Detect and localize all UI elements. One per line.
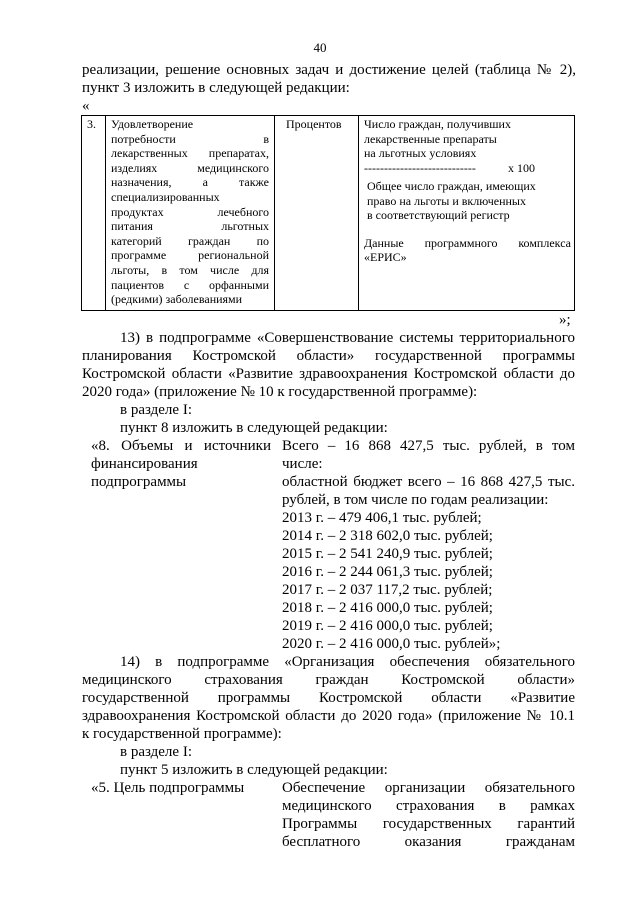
indicator-table [81, 115, 575, 311]
name-line: (редкими) заболеваниями [111, 292, 243, 307]
funding-year-line: 2015 г. – 2 541 240,9 тыс. рублей; [282, 546, 493, 562]
funding-label-line-1: «8. Объемы и источники [91, 438, 271, 454]
item13-line-3: Костромской области «Развитие здравоохранения Костромской области до [82, 366, 575, 382]
funding-total-line-4: рублей, в том числе по годам реализации: [282, 492, 549, 508]
name-line: потребности в [111, 131, 269, 146]
page-number: 40 [313, 40, 327, 55]
funding-year-line: 2018 г. – 2 416 000,0 тыс. рублей; [282, 600, 493, 616]
item14-line-3: государственной программы Костромской области «Развитие [82, 690, 575, 706]
name-line: назначения, а также [111, 175, 269, 190]
item14-section: в разделе I: [120, 744, 192, 760]
goal-line: бесплатного оказания гражданам [282, 834, 575, 850]
formula-numerator [364, 117, 511, 161]
name-line: льготы, в том числе для [111, 262, 269, 277]
item14-line-5: к государственной программе): [82, 726, 282, 742]
item13-line-4: 2020 года» (приложение № 10 к государственной программе): [82, 384, 478, 400]
numerator-line: лекарственные препараты [364, 131, 497, 146]
funding-year-line: 2016 г. – 2 244 061,3 тыс. рублей; [282, 564, 493, 580]
data-source-line-1: Данные программного комплекса [364, 236, 571, 250]
item14-line-1: 14) в подпрограмме «Организация обеспечения обязательного [120, 654, 575, 670]
name-line: программе региональной [111, 248, 269, 263]
item13-line-2: планирования Костромской области» государственной программы [82, 348, 575, 364]
fraction-bar: ---------------------------- [364, 161, 476, 175]
name-line: Удовлетворение [111, 117, 194, 131]
numerator-line: на льготных условиях [364, 146, 477, 161]
funding-year-line: 2014 г. – 2 318 602,0 тыс. рублей; [282, 528, 493, 544]
funding-year-line: 2017 г. – 2 037 117,2 тыс. рублей; [282, 582, 493, 598]
name-line: продуктах лечебного [111, 204, 269, 219]
funding-year-line: 2013 г. – 479 406,1 тыс. рублей; [282, 510, 482, 526]
name-line: питания льготных [111, 219, 269, 234]
item13-line-1: 13) в подпрограмме «Совершенствование системы территориального [120, 330, 575, 346]
numerator-line: Число граждан, получивших [364, 117, 511, 131]
denominator-line: право на льготы и включенных [367, 193, 526, 208]
funding-year-line: 2019 г. – 2 416 000,0 тыс. рублей; [282, 618, 493, 634]
intro-line-2: пункт 3 изложить в следующей редакции: [82, 80, 350, 96]
funding-year-line: 2020 г. – 2 416 000,0 тыс. рублей»; [282, 636, 501, 652]
name-line: лекарственных препаратах, [111, 146, 269, 161]
goal-label: «5. Цель подпрограммы [91, 780, 245, 796]
funding-label-line-3: подпрограммы [91, 474, 187, 490]
funding-total-line-1: Всего – 16 868 427,5 тыс. рублей, в том [282, 438, 575, 454]
item14-line-4: здравоохранения Костромской области до 2020 года» (приложение № 10.1 [82, 708, 575, 724]
goal-line: Обеспечение организации обязательного [282, 780, 575, 796]
unit-of-measure: Процентов [286, 117, 342, 131]
goal-line: Программы государственных гарантий [282, 816, 575, 832]
goal-line: медицинского страхования в рамках [282, 798, 575, 814]
name-line: изделиях медицинского [111, 160, 269, 175]
funding-total-line-3: областной бюджет всего – 16 868 427,5 тыс. [282, 474, 575, 490]
funding-total-line-2: числе: [282, 456, 323, 472]
item14-point: пункт 5 изложить в следующей редакции: [120, 762, 388, 778]
name-line: категорий граждан по [111, 233, 269, 248]
item14-line-2: медицинского страхования граждан Костромской области» [82, 672, 575, 688]
close-quote: »; [559, 312, 571, 328]
name-line: пациентов с орфанными [111, 277, 269, 292]
open-quote: « [82, 98, 90, 114]
indicator-name [111, 117, 269, 307]
intro-line-1: реализации, решение основных задач и достижение целей (таблица № 2), [82, 62, 576, 78]
multiplier: x 100 [508, 161, 535, 175]
item13-section: в разделе I: [120, 402, 192, 418]
denominator-line: Общее число граждан, имеющих [367, 179, 536, 193]
funding-label-line-2: финансирования [91, 456, 198, 472]
data-source-line-2: «ЕРИС» [364, 250, 407, 264]
denominator-line: в соответствующий регистр [367, 208, 510, 223]
item13-point: пункт 8 изложить в следующей редакции: [120, 420, 388, 436]
row-number: 3. [87, 117, 96, 131]
name-line: специализированных [111, 189, 220, 204]
formula-denominator [367, 179, 536, 223]
